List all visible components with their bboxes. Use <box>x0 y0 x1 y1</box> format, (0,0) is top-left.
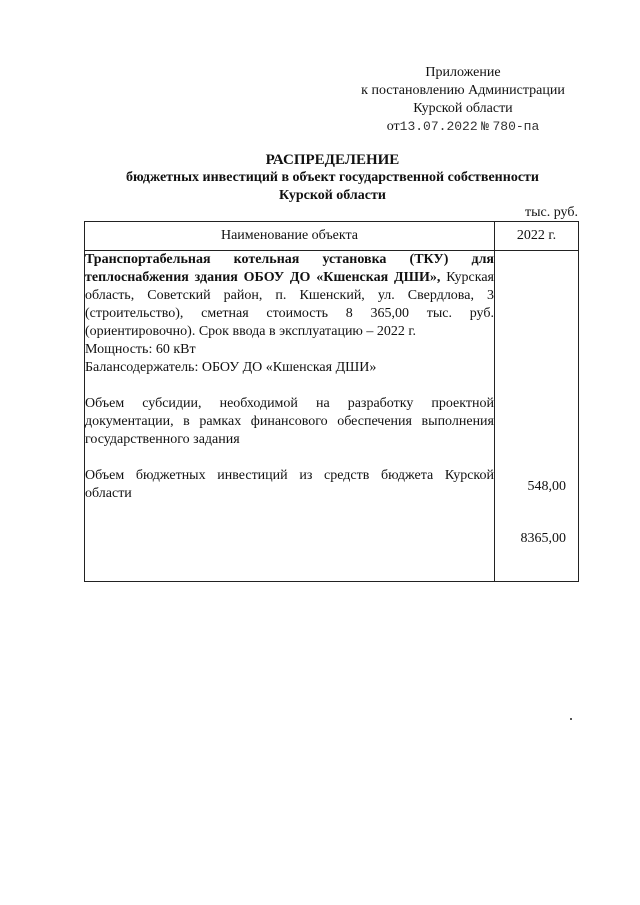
table-header-row <box>85 222 579 251</box>
appendix-header <box>348 64 578 136</box>
object-balance-holder: Балансодержатель: ОБОУ ДО «Кшенская ДШИ» <box>85 360 377 375</box>
region-name: Курской области <box>413 101 513 116</box>
scan-speck <box>570 718 572 720</box>
subsidy-value: 548,00 <box>527 479 566 494</box>
title-line-3: Курской области <box>279 188 386 203</box>
resolution-reference: к постановлению Администрации <box>361 83 565 98</box>
appendix-label: Приложение <box>425 65 501 80</box>
investment-value: 8365,00 <box>520 531 566 546</box>
object-name: Транспортабельная котельная установка (ТКУ) для теплоснабжения здания ОБОУ ДО «Кшенская ДШИ», <box>85 252 494 285</box>
table-row <box>85 251 579 582</box>
date-number-line <box>348 118 578 136</box>
title-main: РАСПРЕДЕЛЕНИЕ <box>265 152 400 168</box>
number-sign: № <box>481 119 489 134</box>
column-header-object-name: Наименование объекта <box>85 222 495 251</box>
document-title <box>60 151 605 205</box>
distribution-table <box>84 221 579 582</box>
resolution-date: 13.07.2022 <box>399 119 478 134</box>
object-paragraph <box>85 251 494 341</box>
column-header-year: 2022 г. <box>495 222 579 251</box>
object-address: Курская область, Советский район, п. Кшенский, ул. Свердлова, 3 (строительство), сметная стоимость 8 365,00 тыс. руб. (ориентировочно). Срок ввода в эксплуатацию – 2022 г. <box>85 270 494 339</box>
year-values-cell <box>495 251 579 582</box>
subsidy-row-label: Объем субсидии, необходимой на разработку проектной документации, в рамках финансового обеспечения выполнения государственного задания <box>85 396 494 447</box>
resolution-number: 780-па <box>492 119 540 134</box>
investment-row-label: Объем бюджетных инвестиций из средств бюджета Курской области <box>85 468 494 501</box>
object-description <box>85 251 495 582</box>
units-label: тыс. руб. <box>525 205 578 220</box>
date-prefix: от <box>386 119 400 134</box>
object-power: Мощность: 60 кВт <box>85 342 196 357</box>
title-line-2: бюджетных инвестиций в объект государственной собственности <box>126 170 539 185</box>
